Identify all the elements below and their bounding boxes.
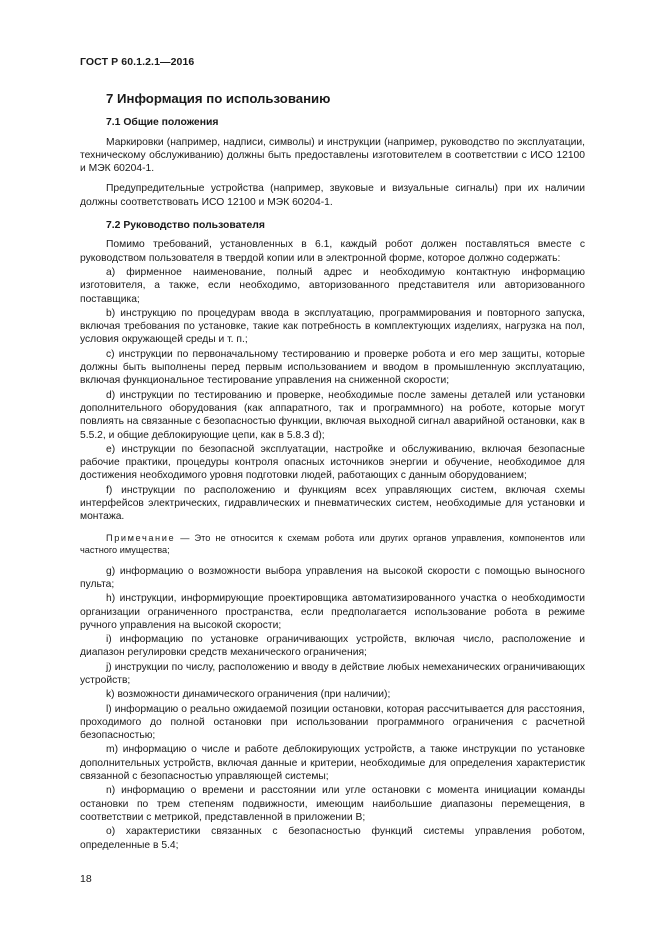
list-item-n: n) информацию о времени и расстоянии или угле остановки с момента инициации команды остановки по трем степеням подвижности, имеющим наибольшие диапазоны перемещения, в соответствии с метрикой, представленной в приложении В;	[80, 785, 585, 823]
section-title: 7 Информация по использованию	[106, 91, 331, 106]
page-content	[80, 92, 585, 853]
note-text: — Это не относится к схемам робота или других органов управления, компонентов или частного имущества;	[80, 532, 585, 555]
list-item-h: h) инструкции, информирующие проектировщика автоматизированного участка о необходимости организации ограниченного пространства, если предполагается использование робота в режиме ручного управления на высокой скорости;	[80, 593, 585, 631]
list-item-l: l) информацию о реально ожидаемой позиции остановки, которая рассчитывается для расстояния, проходимого до полной остановки при использовании программного ограничения с расчетной безопасностью;	[80, 703, 585, 742]
document-header: ГОСТ Р 60.1.2.1—2016	[80, 56, 195, 68]
list-item-k: k) возможности динамического ограничения (при наличии);	[106, 689, 391, 701]
list-item-c: c) инструкции по первоначальному тестированию и проверке робота и его мер защиты, которые должны быть выполнены перед первым использованием и вводом в промышленную эксплуатацию, включая функциональное тестирование управления на сниженной скорости;	[80, 348, 585, 387]
list-item-a: a) фирменное наименование, полный адрес и необходимую контактную информацию изготовителя, а также, если необходимо, авторизованного представителя или авторизованного поставщика;	[80, 266, 585, 305]
list-item-e: e) инструкции по безопасной эксплуатации, настройке и обслуживанию, включая безопасные рабочие практики, процедуры контроля опасных источников энергии и обучение, необходимое для достижения необходимого уровня подготовки людей, работающих с данным оборудованием;	[80, 443, 585, 482]
list-item-b: b) инструкцию по процедурам ввода в эксплуатацию, программирования и повторного запуска, включая требования по установке, такие как потребность в комплектующих изделиях, нагрузка на пол, условия окружающей среды и т. п.;	[80, 307, 585, 346]
paragraph: Предупредительные устройства (например, звуковые и визуальные сигналы) при их наличии должны соответствовать ИСО 12100 и МЭК 60204-1.	[80, 183, 585, 208]
list-item-m: m) информацию о числе и работе деблокирующих устройств, а также инструкции по установке дополнительных устройств, включая данные и критерии, необходимые для определения характеристик связанной с безопасностью управляющей системы;	[80, 744, 585, 783]
page-number: 18	[80, 873, 92, 885]
paragraph: Маркировки (например, надписи, символы) и инструкции (например, руководство по эксплуатации, техническому обслуживанию) должны быть предоставлены изготовителем в соответствии с ИСО 12100 и МЭК 60204-1.	[80, 136, 585, 175]
note-label: Примечание	[106, 532, 176, 543]
list-item-g: g) информацию о возможности выбора управления на высокой скорости с помощью выносного пульта;	[80, 565, 585, 590]
note	[80, 532, 585, 556]
list-item-o: o) характеристики связанных с безопасностью функций системы управления роботом, определенные в 5.4;	[80, 826, 585, 851]
list-item-d: d) инструкции по тестированию и проверке, необходимые после замены деталей или установки дополнительного оборудования (как аппаратного, так и программного) на роботе, которые могут повлиять на связанные с безопасностью функции, включая выходной сигнал аварийной остановки, как в 5.5.2, и общие деблокирующие цепи, как в 5.8.3 d);	[80, 389, 585, 441]
subsection-title-user-manual: 7.2 Руководство пользователя	[106, 220, 265, 232]
paragraph-intro: Помимо требований, установленных в 6.1, каждый робот должен поставляться вместе с руководством пользователя в твердой копии или в электронной форме, которое должно содержать:	[80, 239, 585, 264]
subsection-title-general: 7.1 Общие положения	[106, 117, 219, 129]
list-item-f: f) инструкции по расположению и функциям всех управляющих систем, включая схемы интерфейсов электрических, гидравлических и пневматических систем, необходимые для установки и монтажа.	[80, 484, 585, 523]
list-item-i: i) информацию по установке ограничивающих устройств, включая число, расположение и диапазон регулировки средств механического ограничения;	[80, 634, 585, 659]
list-item-j: j) инструкции по числу, расположению и вводу в действие любых немеханических ограничивающих устройств;	[80, 661, 585, 686]
